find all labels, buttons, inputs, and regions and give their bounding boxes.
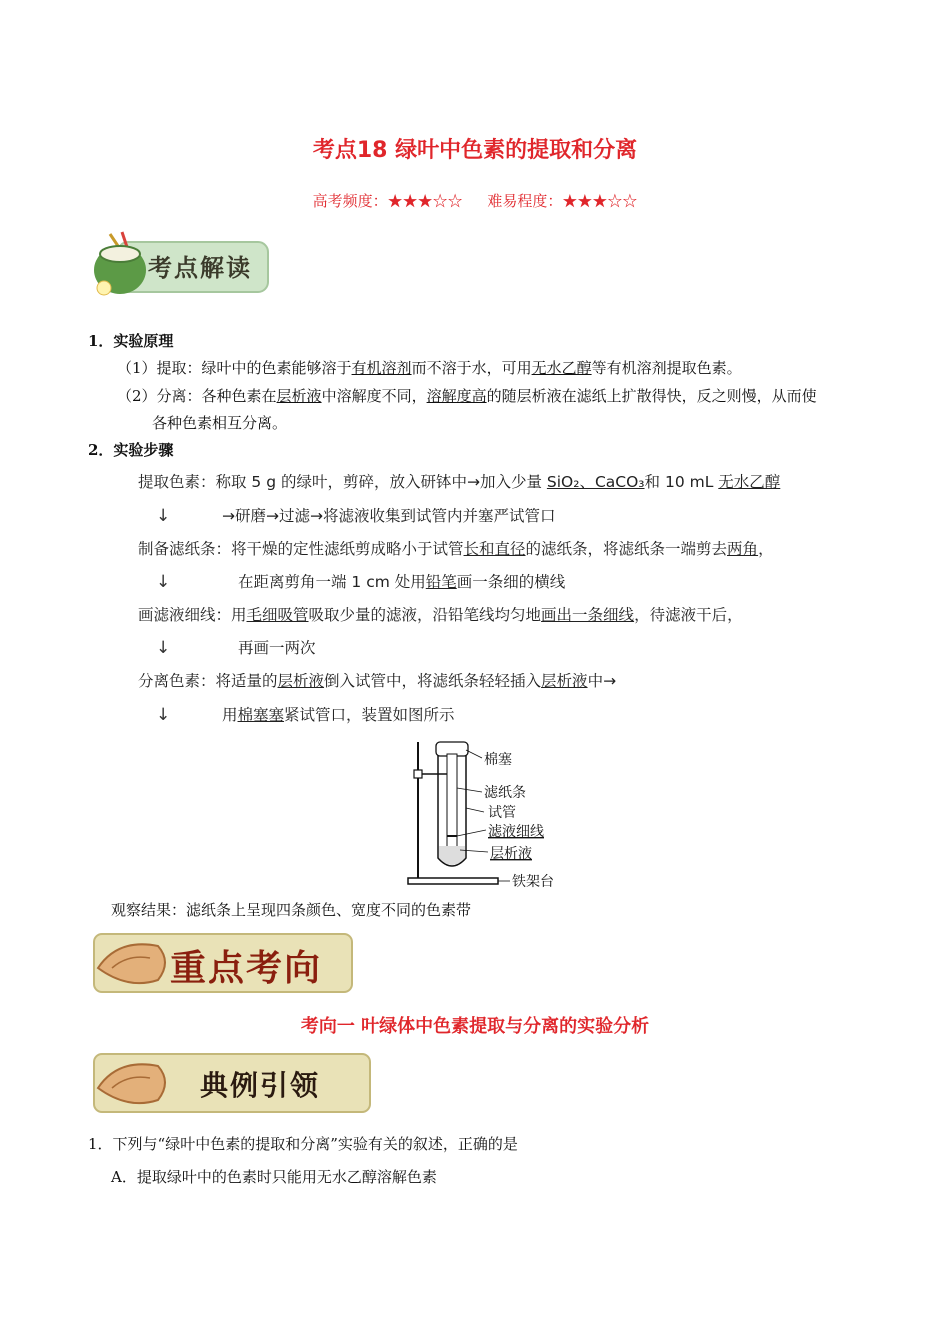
principle-extract-underline-2: 无水乙醇 (531, 359, 592, 377)
section-principle-heading: 1．实验原理 (88, 332, 174, 350)
banner-example-label: 典例引领 (200, 1069, 321, 1102)
step-extract-2: →研磨→过滤→将滤液收集到试管内并塞严试管口 (222, 507, 556, 525)
clamp-joint (414, 770, 422, 778)
label-solvent: 层析液 (490, 846, 532, 862)
direction-title: 考向一 叶绿体中色素提取与分离的实验分析 (300, 1016, 650, 1037)
step-line-underline-1: 毛细吸管 (246, 606, 309, 624)
difficulty-rating: 难易程度：★★★☆☆ (487, 192, 638, 210)
step-line-text-3: ，待滤液干后， (634, 606, 743, 624)
step-extract-1 (138, 466, 780, 499)
step-line-underline-2: 画出一条细线 (541, 606, 635, 624)
principle-extract-text-1: （1）提取：绿叶中的色素能够溶于 (117, 359, 352, 377)
principle-separate (117, 383, 877, 409)
step-separate-2 (222, 699, 455, 732)
step-separate-cotton: 棉塞塞 (237, 706, 285, 724)
label-test-tube: 试管 (488, 805, 516, 821)
label-iron-stand: 铁架台 (512, 874, 554, 890)
principle-separate-cont: 各种色素相互分离。 (152, 414, 288, 432)
step-separate-underline-2: 层析液 (541, 672, 588, 690)
down-arrow-icon: ↓ (156, 572, 171, 592)
step-strip-2 (238, 566, 565, 599)
principle-separate-text-3: 的随层析液在滤纸上扩散得快，反之则慢，从而使 (486, 387, 817, 405)
principle-separate-underline-2: 溶解度高 (426, 387, 487, 405)
step-line-text-1: 画滤液细线：用 (138, 606, 247, 624)
step-separate-1 (138, 665, 616, 698)
principle-separate-text-1: （2）分离：各种色素在 (117, 387, 277, 405)
down-arrow-icon: ↓ (156, 638, 171, 658)
step-strip-underline-2: 两角 (727, 540, 759, 558)
step-separate-underline-1: 层析液 (277, 672, 325, 690)
step-line-1 (138, 599, 743, 632)
apparatus-diagram (400, 738, 580, 894)
down-arrow-icon: ↓ (156, 506, 171, 526)
principle-extract-underline-1: 有机溶剂 (351, 359, 412, 377)
step-extract-reagents: SiO₂、CaCO₃ (546, 473, 645, 491)
banner-example (88, 1048, 376, 1118)
section-steps-heading: 2．实验步骤 (88, 441, 174, 459)
banner-key-direction-label: 重点考向 (170, 948, 323, 989)
step-separate-text-4: 用 (222, 706, 238, 724)
principle-separate-text-2: 中溶解度不同， (321, 387, 427, 405)
principle-extract (117, 355, 742, 381)
step-strip-underline-1: 长和直径 (463, 540, 526, 558)
rating-line (0, 190, 950, 211)
principle-separate-underline-1: 层析液 (276, 387, 322, 405)
down-arrow-icon: ↓ (156, 705, 171, 725)
frequency-rating: 高考频度：★★★☆☆ (312, 192, 463, 210)
step-separate-text-1: 分离色素：将适量的 (138, 672, 278, 690)
step-extract-text: 提取色素：称取 5 g 的绿叶，剪碎，放入研钵中→加入少量 (138, 473, 547, 491)
filter-strip (447, 754, 457, 862)
step-separate-text-2: 倒入试管中，将滤纸条轻轻插入 (324, 672, 542, 690)
question-stem: 1．下列与“绿叶中色素的提取和分离”实验有关的叙述，正确的是 (88, 1135, 518, 1153)
step-strip-text-3: ， (758, 540, 774, 558)
step-line-text-2: 吸取少量的滤液，沿铅笔线均匀地 (308, 606, 542, 624)
page-title: 考点18 绿叶中色素的提取和分离 (312, 138, 638, 163)
step-strip-pencil: 铅笔 (425, 573, 457, 591)
step-strip-text-5: 画一条细的横线 (456, 573, 566, 591)
step-line-2: 再画一两次 (238, 639, 316, 657)
step-arrow-4 (156, 699, 170, 732)
label-cotton: 棉塞 (484, 752, 512, 768)
step-strip-1 (138, 533, 774, 566)
step-arrow-2 (156, 566, 170, 599)
step-strip-text-4: 在距离剪角一端 1 cm 处用 (238, 573, 426, 591)
step-extract-text-2: 和 10 mL (644, 473, 719, 491)
banner-analysis (88, 228, 288, 300)
question-option-a: A．提取绿叶中的色素时只能用无水乙醇溶解色素 (111, 1168, 437, 1186)
banner-analysis-label: 考点解读 (148, 254, 252, 282)
step-arrow-1 (156, 500, 170, 533)
stand-base (408, 878, 498, 884)
label-filtrate-line: 滤液细线 (488, 824, 544, 840)
step-separate-text-3: 中→ (587, 672, 617, 690)
step-strip-text-2: 的滤纸条，将滤纸条一端剪去 (525, 540, 728, 558)
step-arrow-3 (156, 632, 170, 665)
observation-result: 观察结果：滤纸条上呈现四条颜色、宽度不同的色素带 (111, 901, 472, 919)
principle-extract-text-2: 而不溶于水，可用 (411, 359, 532, 377)
principle-extract-text-3: 等有机溶剂提取色素。 (591, 359, 742, 377)
banner-key-direction (88, 928, 358, 998)
step-separate-text-5: 紧试管口，装置如图所示 (284, 706, 455, 724)
step-strip-text-1: 制备滤纸条：将干燥的定性滤纸剪成略小于试管 (138, 540, 464, 558)
label-filter-strip: 滤纸条 (484, 785, 526, 801)
step-extract-ethanol: 无水乙醇 (718, 473, 781, 491)
